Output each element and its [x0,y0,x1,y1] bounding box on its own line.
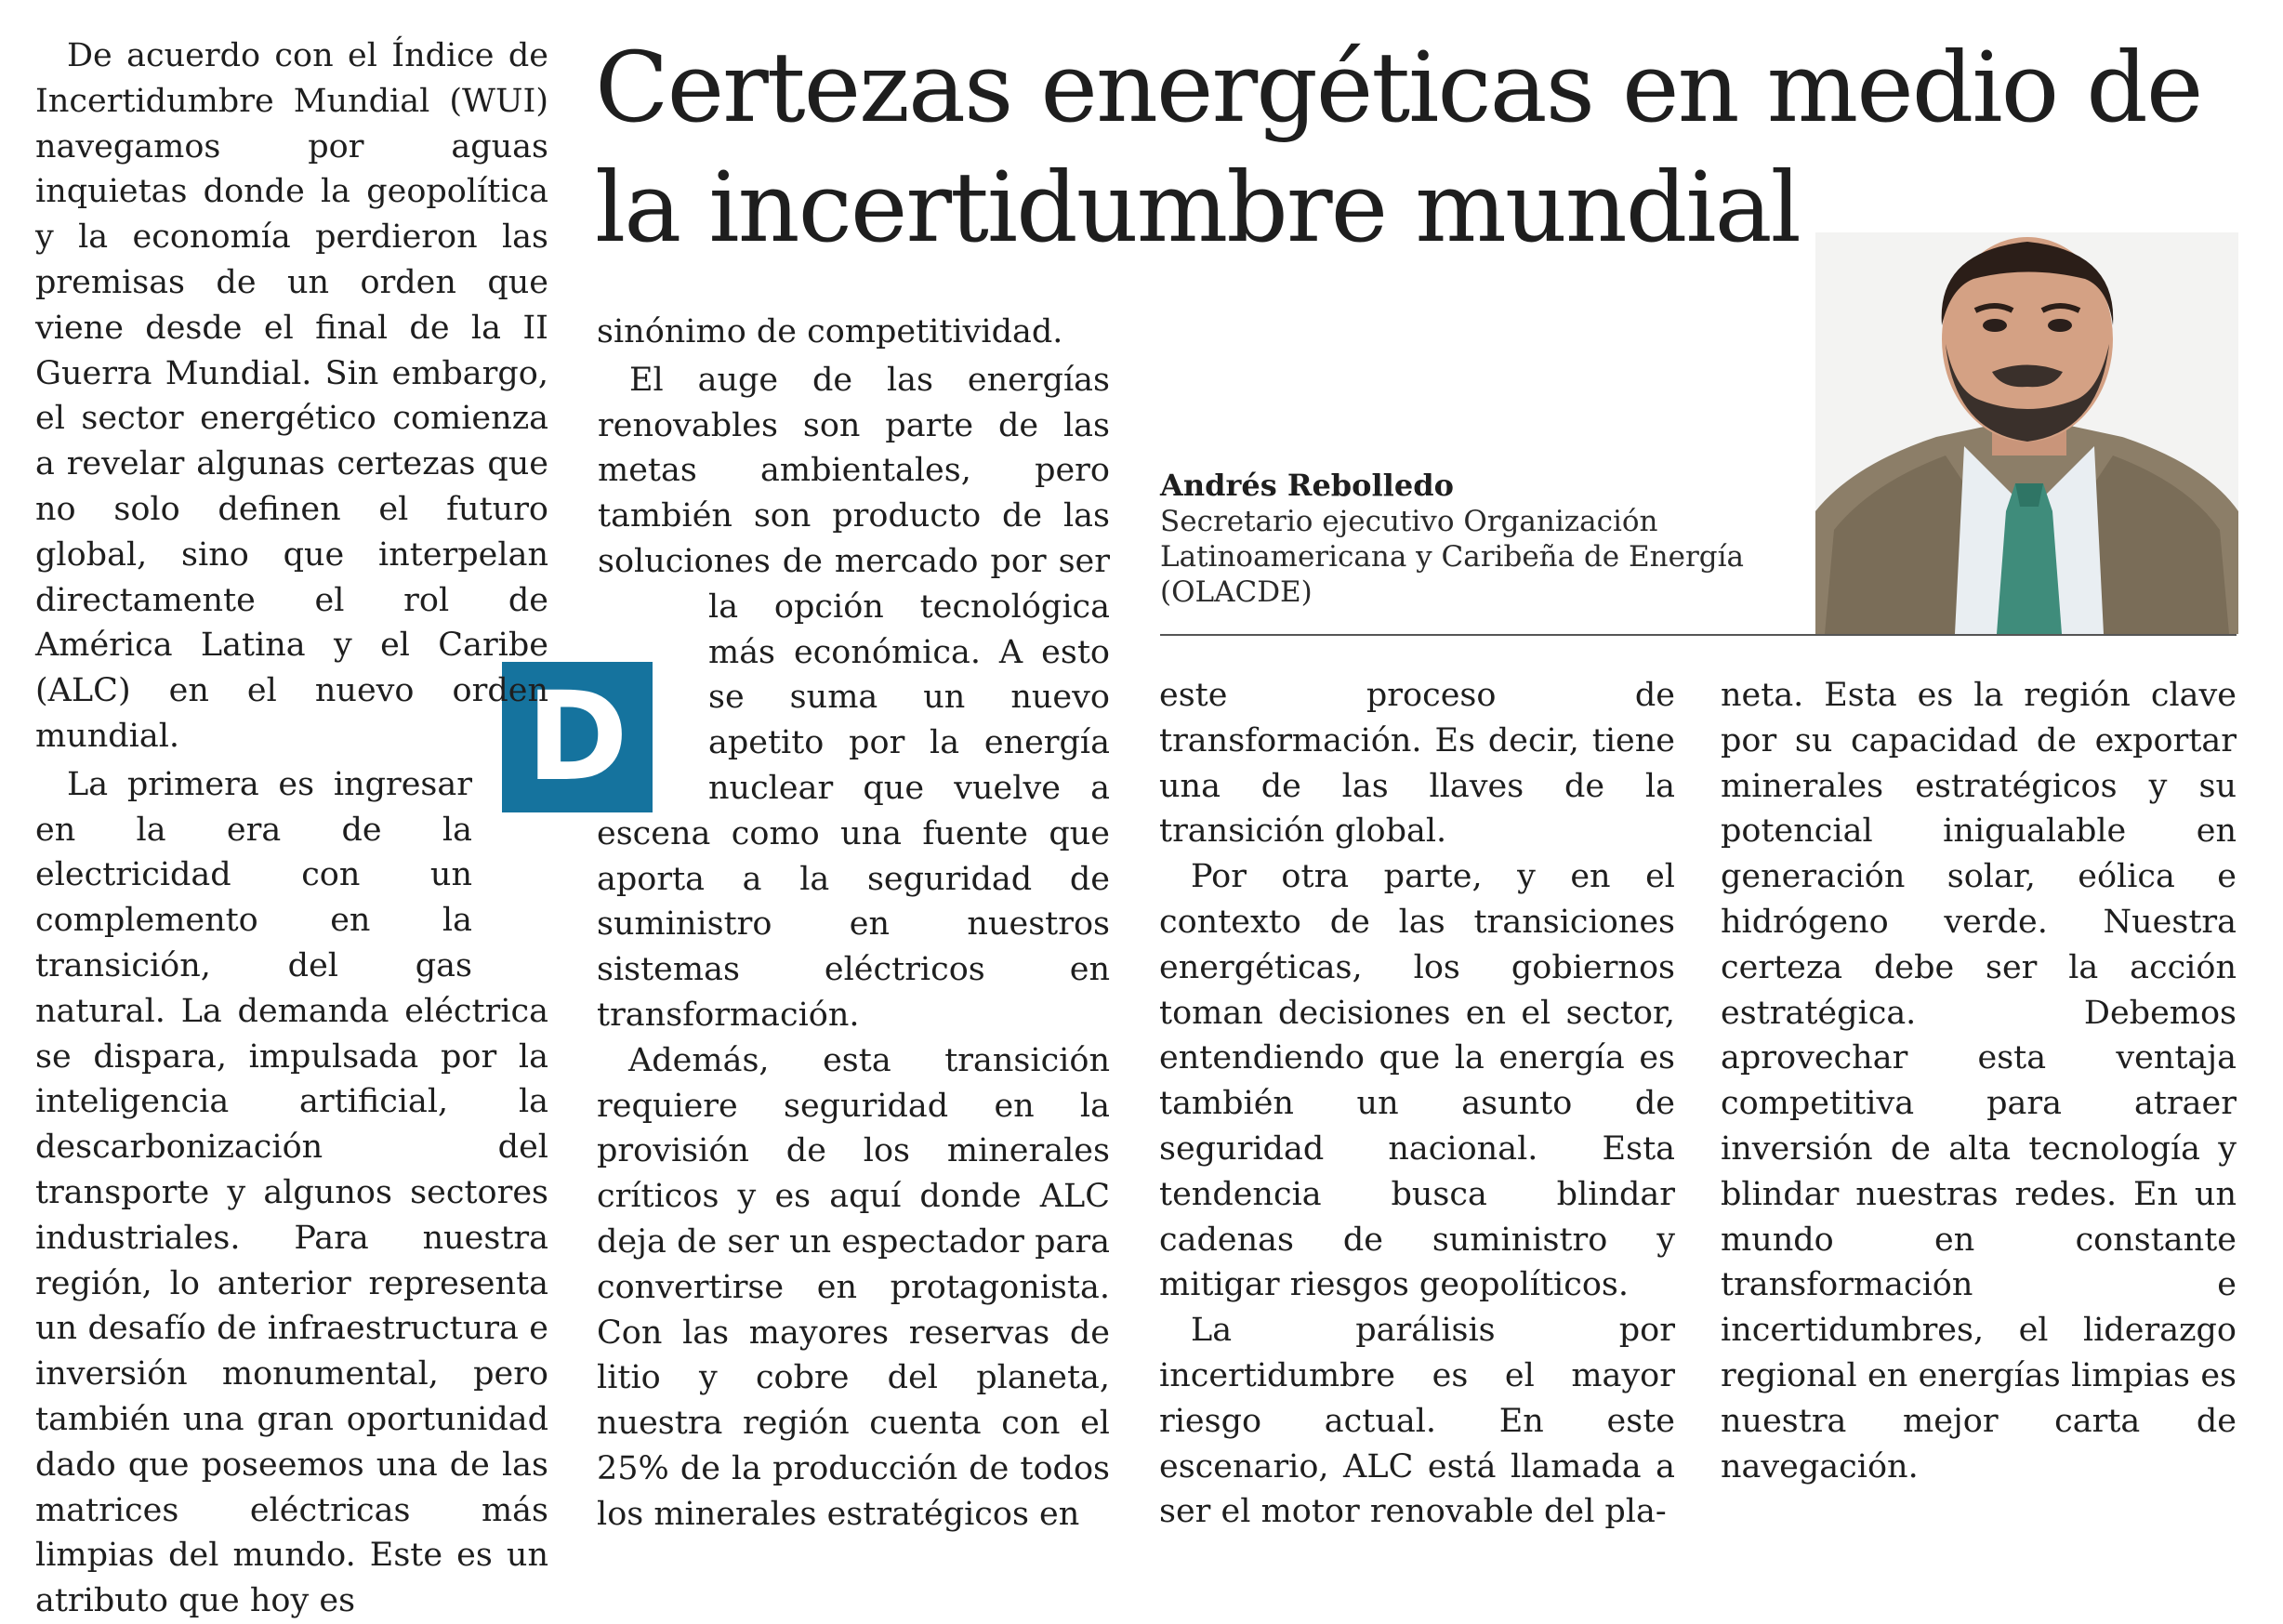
paragraph: Por otra parte, y en el contexto de las transiciones energéticas, los gobiernos toman decisiones en el sector, entendiendo que la energía es también un asunto de seguridad nacional. Esta tendencia busca blindar cadenas de suministro y mitigar riesgos geopolíticos. [1159,858,1675,1304]
paragraph: El auge de las energías renovables son parte de las metas ambientales, pero también son producto de las soluciones de mercado por ser la opción tecnológica más económica. A esto se suma un nuevo apetito por la energía nuclear que vuelve a escena como una fuente que aporta a la seguridad de suministro en nuestros sistemas eléctricos en transformación. [597,361,1110,1034]
author-name: Andrés Rebolledo [1160,468,1454,503]
paragraph: Además, esta transición requiere seguridad en la provisión de los minerales críticos y es aquí donde ALC deja de ser un espectador para convertirse en protagonista. Con las mayores reservas de litio y cobre del planeta, nuestra región cuenta con el 25% de la producción de todos los minerales estratégicos en [597,1041,1110,1533]
article-column-2 [597,310,1110,1538]
dropcap-wrap-space [597,623,708,804]
article-column-3 [1159,673,1675,1535]
author-photo [1815,232,2238,634]
paragraph: La parálisis por incertidumbre es el mayor riesgo actual. En este escenario, ALC está llamada a ser el motor renovable del pla- [1159,1312,1675,1531]
dropcap-letter: D [526,666,628,809]
author-byline [1160,467,1811,610]
article-column-4 [1721,673,2237,1489]
paragraph: sinónimo de competitividad. [597,313,1063,350]
author-role: Secretario ejecutivo Organización Latinoamericana y Caribeña de Energía (OLACDE) [1160,505,1745,609]
article-column-1 [35,33,548,1624]
paragraph: este proceso de transformación. Es decir, tiene una de las llaves de la transición global. [1159,677,1675,851]
dropcap-wrap-space [472,787,548,978]
article-headline: Certezas energéticas en medio de la incertidumbre mundial [595,31,2202,264]
paragraph: De acuerdo con el Índice de Incertidumbre Mundial (WUI) navegamos por aguas inquietas donde la geopolítica y la economía perdieron las premisas de un orden que viene desde el final de la II Guerra Mundial. Sin embargo, el sector energético comienza a revelar algunas certezas que no solo definen el futuro global, sino que interpelan directamente el rol de América Latina y el Caribe (ALC) en el nuevo orden mundial. [35,37,548,755]
paragraph: La primera es ingresar en la era de la electricidad con un complemento en la transición, del gas natural. La demanda eléctrica se dispara, impulsada por la inteligencia artificial, la descarbonización del transporte y algunos sectores industriales. Para nuestra región, lo anterior representa un desafío de infraestructura e inversión monumental, pero también una gran oportunidad dado que poseemos una de las matrices eléctricas más limpias del mundo. Este es un atributo que hoy es [35,765,548,1620]
author-portrait-image [1815,232,2238,634]
paragraph: neta. Esta es la región clave por su capacidad de exportar minerales estratégicos y su potencial inigualable en generación solar, eólica e hidrógeno verde. Nuestra certeza debe ser la acción estratégica. Debemos aprovechar esta ventaja competitiva para atraer inversión de alta tecnología y blindar nuestras redes. En un mundo en constante transformación e incertidumbres, el liderazgo regional en energías limpias es nuestra mejor carta de navegación. [1721,677,2237,1485]
byline-divider [1160,634,2237,636]
